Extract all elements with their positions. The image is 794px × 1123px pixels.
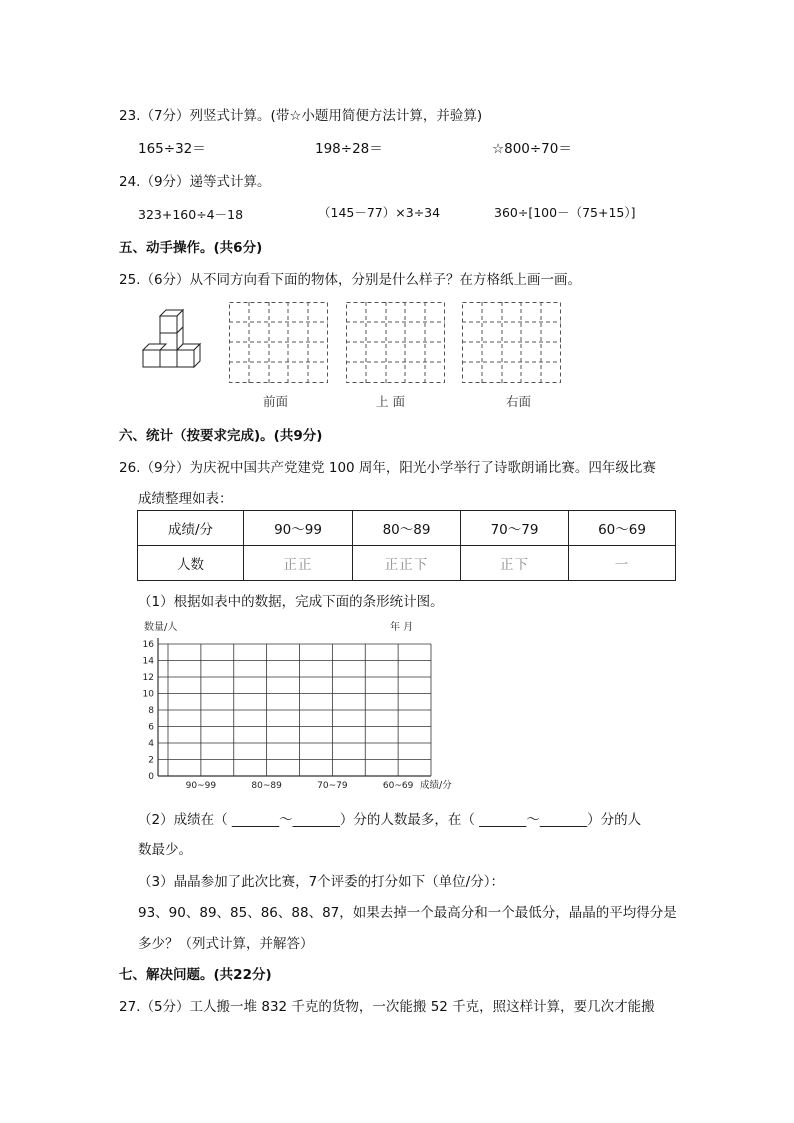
y-tick-label: 8 (148, 706, 154, 716)
q26-sub3-line2: 93、90、89、85、86、88、87，如果去掉一个最高分和一个最低分，晶晶的平均得分是 (138, 905, 677, 921)
q24-header: 24.（9分）递等式计算。 (119, 174, 271, 190)
q27-header: 27.（5分）工人搬一堆 832 千克的货物，一次能搬 52 千克，照这样计算，要几次才能搬 (119, 999, 655, 1015)
right-view-label: 右面 (506, 394, 532, 409)
y-tick-label: 14 (142, 656, 154, 667)
tally-cell: 正正 (244, 546, 353, 581)
q26-header: 26.（9分）为庆祝中国共产党建党 100 周年，阳光小学举行了诗歌朗诵比赛。四年级比赛 (119, 460, 656, 476)
q26-sub2-line1[interactable]: （2）成绩在（ _______～_______）分的人数最多，在（ _______～_______）分的人 (138, 812, 642, 828)
right-view-grid[interactable] (462, 302, 562, 384)
table-header-cell: 成绩/分 (138, 511, 244, 546)
q26-sub3-line3: 多少？（列式计算，并解答） (138, 936, 314, 952)
bar-chart[interactable] (136, 616, 456, 796)
q24-item-3: 360÷[100－（75+15）] (494, 205, 636, 220)
x-tick-label: 60~69 (382, 781, 414, 791)
top-view-grid[interactable] (346, 302, 446, 384)
front-view-grid[interactable] (229, 302, 329, 384)
tally-cell: 正正下 (353, 546, 461, 581)
y-tick-label: 0 (148, 772, 154, 782)
y-tick-label: 6 (148, 722, 154, 733)
table-row (138, 511, 676, 546)
q26-sub1: （1）根据如表中的数据，完成下面的条形统计图。 (138, 594, 444, 610)
table-row-label: 人数 (138, 546, 244, 581)
q26-sub2-line2: 数最少。 (138, 842, 192, 858)
section-7-title: 七、解决问题。(共22分) (119, 967, 272, 983)
cube-stack-figure (138, 306, 208, 370)
q23-item-3: ☆800÷70＝ (492, 141, 572, 157)
q23-item-2: 198÷28＝ (315, 141, 383, 157)
tally-cell: 正下 (461, 546, 569, 581)
chart-x-label: 成绩/分 (420, 780, 452, 791)
x-tick-label: 90~99 (185, 781, 217, 791)
score-table (137, 510, 676, 581)
y-tick-label: 4 (148, 739, 154, 749)
q26-header-2: 成绩整理如表： (138, 491, 233, 507)
x-tick-label: 80~89 (251, 781, 282, 791)
y-tick-label: 2 (148, 755, 154, 766)
section-6-title: 六、统计（按要求完成)。(共9分) (119, 428, 323, 444)
q26-sub3-line1: （3）晶晶参加了此次比赛，7个评委的打分如下（单位/分）： (138, 874, 504, 890)
table-header-cell: 70～79 (461, 511, 569, 546)
y-tick-label: 12 (142, 673, 154, 683)
section-5-title: 五、动手操作。(共6分) (119, 240, 263, 256)
tally-cell: 一 (569, 546, 676, 581)
chart-y-label: 数量/人 (144, 622, 178, 633)
q24-item-2: （145－77）×3÷34 (318, 205, 441, 220)
table-row (138, 546, 676, 581)
q25-header: 25.（6分）从不同方向看下面的物体，分别是什么样子？在方格纸上画一画。 (119, 272, 582, 288)
table-header-cell: 90～99 (244, 511, 353, 546)
y-tick-label: 16 (142, 640, 154, 650)
q23-header: 23.（7分）列竖式计算。(带☆小题用简便方法计算，并验算) (119, 108, 483, 124)
front-view-label: 前面 (263, 394, 289, 409)
top-view-label: 上 面 (376, 394, 405, 409)
table-header-cell: 80～89 (353, 511, 461, 546)
x-tick-label: 70~79 (317, 781, 348, 791)
chart-date-label: 年 月 (390, 622, 414, 633)
y-tick-label: 10 (142, 689, 154, 700)
table-header-cell: 60～69 (569, 511, 676, 546)
q24-item-1: 323+160÷4－18 (138, 207, 244, 222)
q23-item-1: 165÷32＝ (138, 141, 206, 157)
